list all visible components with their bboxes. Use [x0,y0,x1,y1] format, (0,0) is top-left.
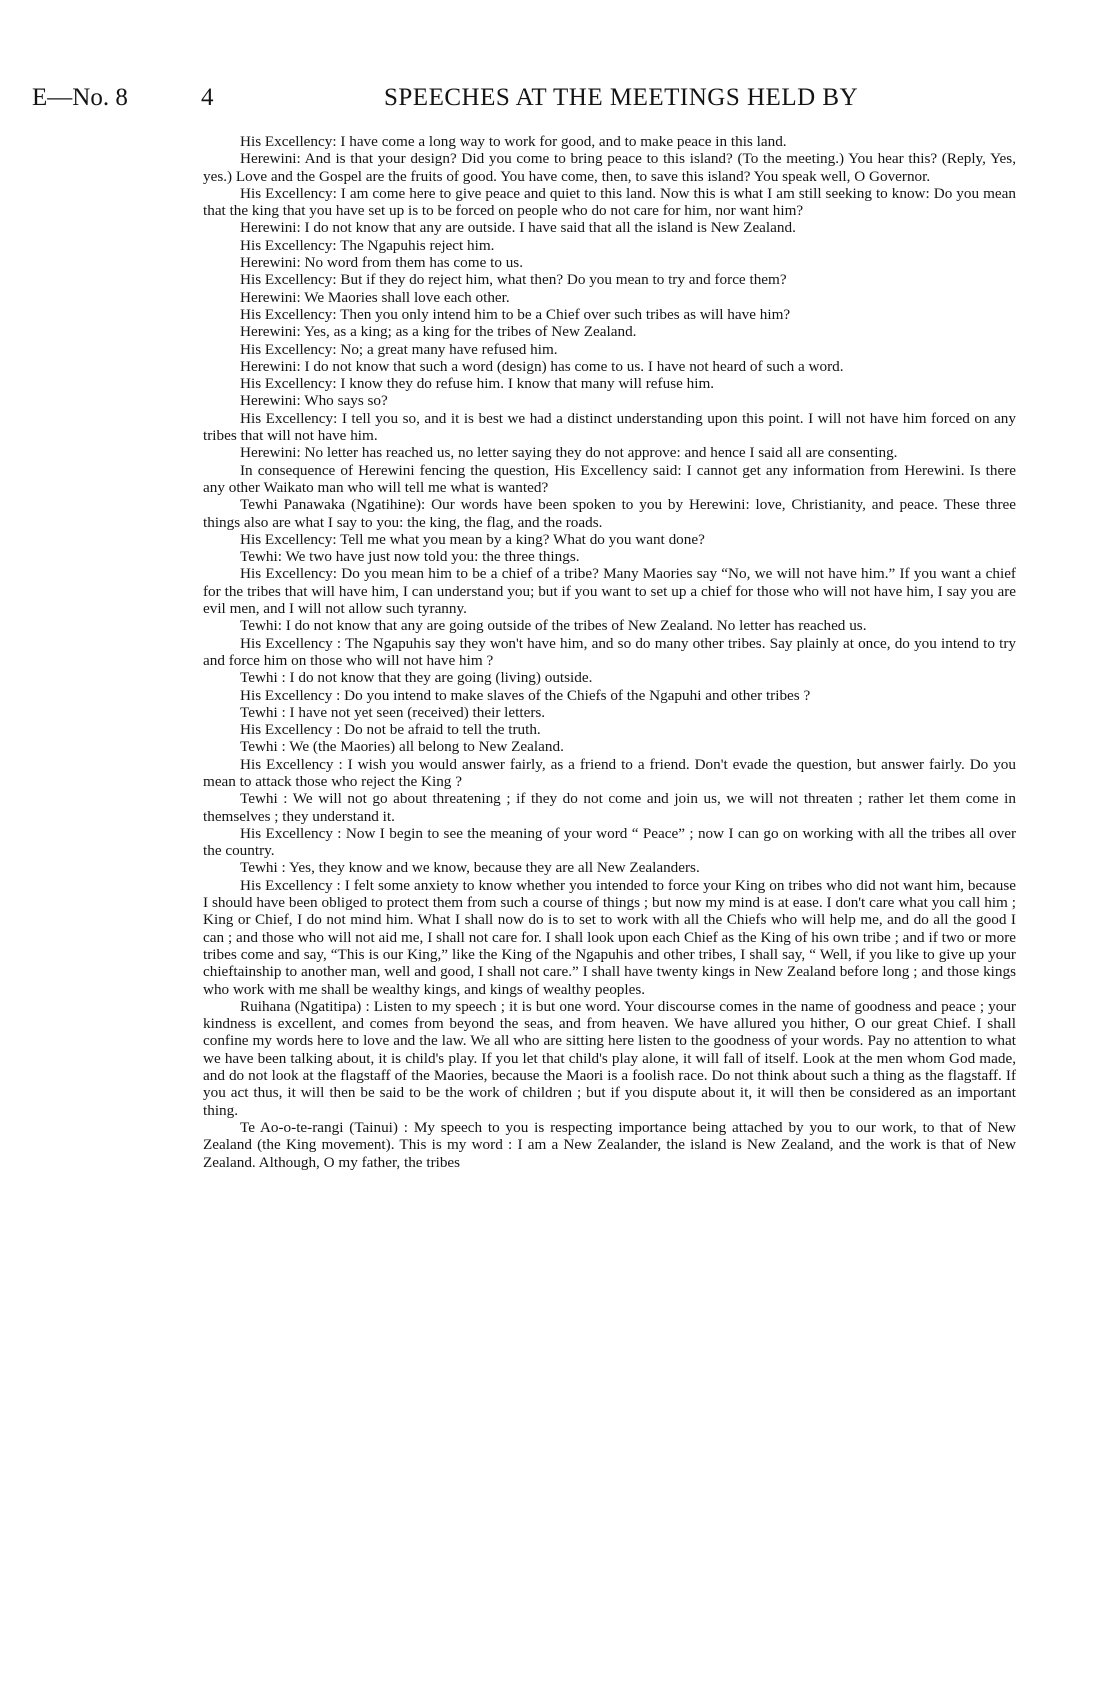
paragraph: Herewini: I do not know that such a word (design) has come to us. I have not heard of such a word. [240,357,844,375]
paragraph: Ruihana (Ngatitipa) : Listen to my speech ; it is but one word. Your discourse comes in the name of goodness and peace ; your kindness is excellent, and comes from beyond the seas, and from heaven. We have allured you hither, O our great Chief. I shall confine my words here to love and the law. We all who are sitting here listen to the goodness of your words. Pay no attention to what we have been talking about, it is child's play. If you let that child's play alone, it will fall of itself. Look at the men whom God made, and do not look at the flagstaff of the Maories, because the Maori is a foolish race. Do not think about such a thing as the flagstaff. If you act thus, it will then be said to be the work of children ; but if you dispute about it, it will then be considered as an important thing. [203,997,1016,1119]
paragraph: Tewhi: I do not know that any are going outside of the tribes of New Zealand. No letter has reached us. [240,617,867,635]
paragraph: His Excellency: Tell me what you mean by a king? What do you want done? [240,530,705,548]
paragraph: His Excellency : Now I begin to see the meaning of your word “ Peace” ; now I can go on working with all the tribes all over the country. [203,824,1016,860]
body-text [203,133,1016,1171]
document-reference: E—No. 8 [32,84,128,111]
page-number: 4 [201,84,214,111]
paragraph: Tewhi : We will not go about threatening ; if they do not come and join us, we will not threaten ; rather let them come in themselves ; they understand it. [203,790,1016,825]
paragraph: His Excellency: The Ngapuhis reject him. [240,236,495,254]
paragraph: Herewini: No word from them has come to us. [240,254,524,272]
paragraph: His Excellency: But if they do reject him, what then? Do you mean to try and force them? [240,271,787,289]
paragraph: Herewini: No letter has reached us, no letter saying they do not approve: and hence I said all are consenting. [240,444,898,462]
paragraph: Tewhi Panawaka (Ngatihine): Our words have been spoken to you by Herewini: love, Christianity, and peace. These three things also are what I say to you: the king, the flag, and the roads. [203,496,1016,531]
paragraph: His Excellency : I felt some anxiety to know whether you intended to force your King on tribes who did not want him, because I should have been obliged to protect them from such a course of things ; but now my mind is at ease. I don't care what you call him ; King or Chief, I do not mind him. What I shall now do is to set to work with all the Chiefs who will help me, and do all the good I can ; and those who will not aid me, I shall not care for. I shall look upon each Chief as the King of his own tribe ; and if two or more tribes come and say, “This is our King,” like the King of the Ngapuhis and other tribes, I shall say, “ Well, if you like to give up your chieftainship to another man, well and good, I shall not care.” I shall have twenty kings in New Zealand before long ; and those kings who work with me shall be wealthy kings, and kings of wealthy peoples. [203,876,1016,998]
paragraph: His Excellency: I tell you so, and it is best we had a distinct understanding upon this point. I will not have him forced on any tribes that will not have him. [203,409,1016,445]
paragraph: His Excellency: I am come here to give peace and quiet to this land. Now this is what I am still seeking to know: Do you mean that the king that you have set up is to be forced on people who do not care for him, nor want him? [203,184,1016,220]
paragraph: Tewhi : I do not know that they are going (living) outside. [240,669,593,687]
paragraph: His Excellency : Do you intend to make slaves of the Chiefs of the Ngapuhi and other tribes ? [240,686,811,704]
paragraph: His Excellency: I have come a long way to work for good, and to make peace in this land. [240,133,787,150]
paragraph: Tewhi : Yes, they know and we know, because they are all New Zealanders. [240,859,700,877]
paragraph: Tewhi: We two have just now told you: the three things. [240,548,580,566]
running-title: SPEECHES AT THE MEETINGS HELD BY [384,84,859,111]
paragraph: Herewini: Yes, as a king; as a king for the tribes of New Zealand. [240,323,637,341]
paragraph: Herewini: We Maories shall love each other. [240,288,510,306]
paragraph: Herewini: Who says so? [240,392,388,410]
page-header [32,84,1082,120]
paragraph: Herewini: And is that your design? Did you come to bring peace to this island? (To the meeting.) You hear this? (Reply, Yes, yes.) Love and the Gospel are the fruits of good. You have come, then, to save this island? You speak well, O Governor. [203,150,1016,185]
paragraph: His Excellency : The Ngapuhis say they won't have him, and so do many other tribes. Say plainly at once, do you intend to try and force him on those who will not have him ? [203,634,1016,669]
paragraph: Tewhi : I have not yet seen (received) their letters. [240,703,546,721]
paragraph: Tewhi : We (the Maories) all belong to New Zealand. [240,738,564,756]
paragraph: His Excellency: I know they do refuse him. I know that many will refuse him. [240,375,715,393]
paragraph: His Excellency : Do not be afraid to tell the truth. [240,721,541,739]
paragraph: Herewini: I do not know that any are outside. I have said that all the island is New Zealand. [240,219,796,237]
paragraph: His Excellency: Do you mean him to be a chief of a tribe? Many Maories say “No, we will not have him.” If you want a chief for the tribes that will have him, I can understand you; but if you want to set up a chief for those who will not have him, I say you are evil men, and I will not allow such tyranny. [203,565,1016,618]
paragraph: His Excellency: No; a great many have refused him. [240,340,558,358]
paragraph: In consequence of Herewini fencing the question, His Excellency said: I cannot get any information from Herewini. Is there any other Waikato man who will tell me what is wanted? [203,461,1016,496]
paragraph: Te Ao-o-te-rangi (Tainui) : My speech to you is respecting importance being attached by you to our work, to that of New Zealand (the King movement). This is my word : I am a New Zealander, the island is New Zealand, and the work is that of New Zealand. Although, O my father, the tribes [203,1118,1016,1171]
paragraph: His Excellency: Then you only intend him to be a Chief over such tribes as will have him? [240,305,791,323]
paragraph: His Excellency : I wish you would answer fairly, as a friend to a friend. Don't evade the question, but answer fairly. Do you mean to attack those who reject the King ? [203,755,1016,790]
